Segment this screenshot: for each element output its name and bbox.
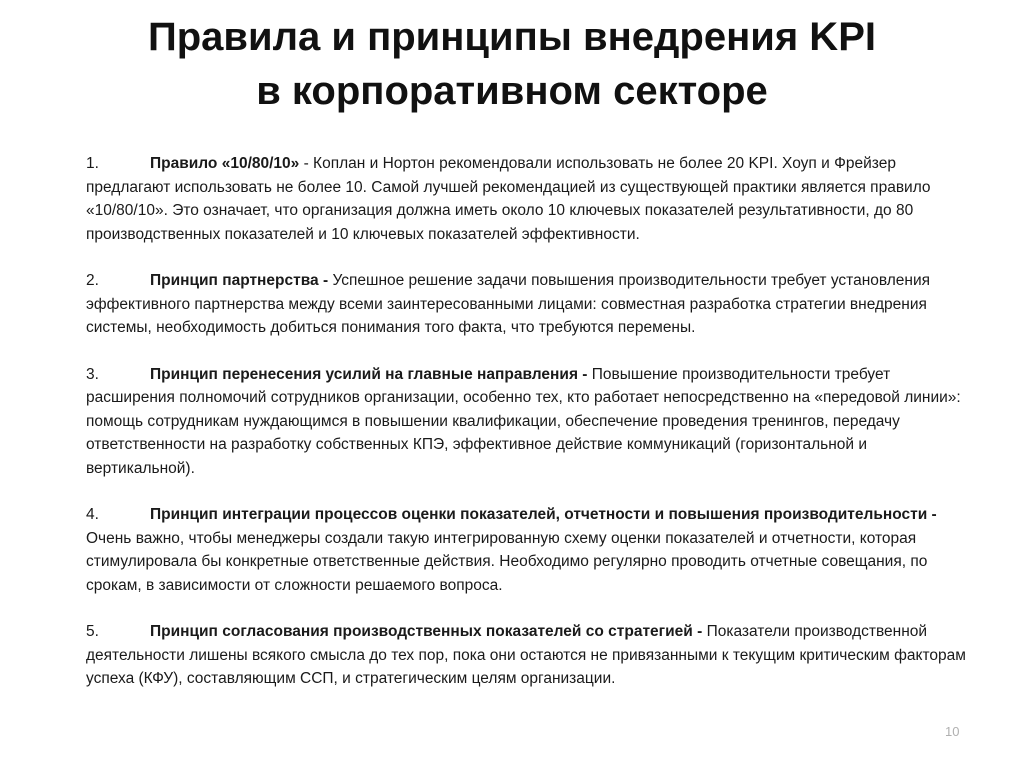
item-text: Показатели производственной деятельности лишены всякого смысла до тех пор, пока они остаются не привязанными к текущим критическим факторам успеха (КФУ), составляющим ССП, и стратегическим целям организации. (86, 623, 966, 687)
item-number: 5. (86, 623, 99, 640)
item-heading: Принцип перенесения усилий на главные направления - (150, 365, 588, 383)
item-heading: Правило «10/80/10» (150, 155, 300, 172)
slide-title-line-2: в корпоративном секторе (256, 69, 768, 113)
item-text: Очень важно, чтобы менеджеры создали такую интегрированную схему оценки показателей и отчетности, которая стимулировала бы конкретные ответственные действия. Необходимо регулярно проводить отчетные совещания, по срокам, в зависимости от сложности решаемого вопроса. (86, 529, 928, 594)
list-item (86, 152, 976, 246)
list-item (86, 269, 976, 340)
item-number: 4. (86, 506, 99, 523)
item-text: Успешное решение задачи повышения производительности требует установления эффективного партнерства между всеми заинтересованными лицами: совместная разработка стратегии внедрения системы, необходимость добиться понимания того факта, что требуются перемены. (86, 272, 931, 336)
slide-body (86, 152, 976, 714)
slide-title-line-1: Правила и принципы внедрения KPI (148, 15, 876, 59)
list-item (86, 503, 976, 597)
item-number: 3. (86, 365, 99, 383)
list-item (86, 363, 976, 481)
item-text: - Коплан и Нортон рекомендовали использовать не более 20 KPI. Хоуп и Фрейзер предлагают использовать не более 10. Самой лучшей рекомендацией из существующей практики является правило «10/80/10». Это означает, что организация должна иметь около 10 ключевых показателей результативности, до 80 производственных показателей и 10 ключевых показателей эффективности. (86, 155, 931, 243)
item-number: 1. (86, 155, 99, 172)
page-number: 10 (945, 724, 960, 739)
item-number: 2. (86, 272, 99, 289)
slide-title (0, 10, 1024, 118)
item-text: Повышение производительности требует расширения полномочий сотрудников организации, особенно тех, кто работает непосредственно на «передовой линии»: помощь сотрудникам нуждающимся в повышении квалификации, обеспечение проведения тренингов, передачу ответственности на разработку собственных КПЭ, эффективное действие коммуникаций (горизонтальной и вертикальной). (86, 365, 961, 477)
item-heading: Принцип интеграции процессов оценки показателей, отчетности и повышения производительности - (150, 506, 937, 523)
list-item (86, 620, 976, 691)
item-heading: Принцип партнерства - (150, 272, 329, 289)
item-heading: Принцип согласования производственных показателей со стратегией - (150, 623, 703, 640)
